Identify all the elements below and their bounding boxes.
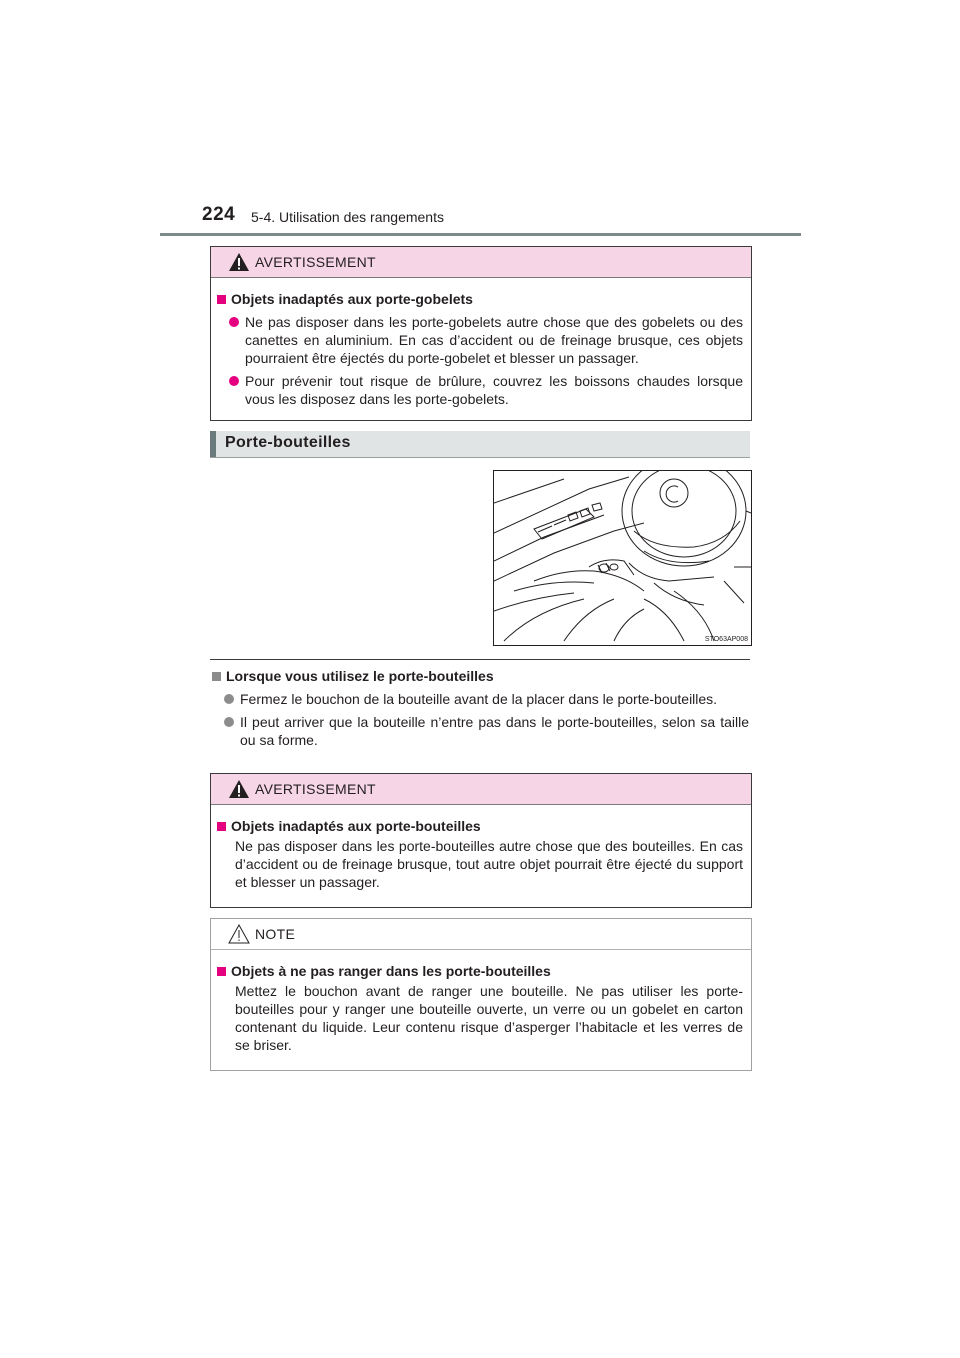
subheading-bottle-holders: Porte-bouteilles: [210, 431, 750, 458]
warning-box-bottle-holders: [210, 773, 752, 908]
note-box: [210, 918, 752, 1071]
subheading-bar: [210, 431, 216, 457]
section-title: 5-4. Utilisation des rangements: [251, 209, 444, 225]
note-header: [211, 919, 751, 950]
list-item: Ne pas disposer dans les porte-gobelets autre chose que des gobelets ou des canettes en aluminium. En cas d’accident ou de freinage brusque, ces objets pourraient être éjectés du porte-gobelet et blesser un passager.: [217, 313, 743, 367]
car-interior-drawing: [494, 471, 751, 645]
round-bullet-icon: [224, 717, 234, 727]
note-label: NOTE: [255, 926, 296, 942]
warning-label: AVERTISSEMENT: [255, 254, 376, 270]
square-bullet-icon: [217, 822, 226, 831]
round-bullet-icon: [229, 376, 239, 386]
round-bullet-icon: [229, 317, 239, 327]
info-title: Lorsque vous utilisez le porte-bouteilles: [212, 667, 749, 685]
warning-triangle-icon: [228, 779, 250, 799]
bottle-holder-illustration: [493, 470, 752, 646]
page-number: 224: [202, 204, 236, 225]
warning-triangle-icon: [228, 252, 250, 272]
square-bullet-icon: [212, 672, 221, 681]
warning-header: [211, 247, 751, 278]
note-text: Mettez le bouchon avant de ranger une bouteille. Ne pas utiliser les porte-bouteilles pour y ranger une bouteille ouverte, un verre ou un gobelet en carton contenant du liquide. Leur contenu risque d’asperger l’habitacle et les verres de se briser.: [235, 983, 743, 1053]
list-item: Pour prévenir tout risque de brûlure, couvrez les boissons chaudes lorsque vous les disposez dans les porte-gobelets.: [217, 372, 743, 408]
warning-title: Objets inadaptés aux porte-bouteilles: [217, 817, 743, 835]
round-bullet-icon: [224, 694, 234, 704]
warning-label: AVERTISSEMENT: [255, 781, 376, 797]
list-item: Fermez le bouchon de la bouteille avant de la placer dans le porte-bouteilles.: [212, 690, 749, 708]
square-bullet-icon: [217, 295, 226, 304]
warning-title: Objets inadaptés aux porte-gobelets: [217, 290, 743, 308]
divider: [210, 659, 750, 660]
warning-header: [211, 774, 751, 805]
caution-triangle-icon: [228, 924, 250, 944]
list-item: Il peut arriver que la bouteille n’entre pas dans le porte-bouteilles, selon sa taille ou sa forme.: [212, 713, 749, 749]
figure-code: STO63AP008: [704, 636, 748, 643]
bottle-holder-info: [212, 667, 749, 749]
header-rule: [160, 233, 801, 236]
note-title: Objets à ne pas ranger dans les porte-bouteilles: [217, 962, 743, 980]
warning-text: Ne pas disposer dans les porte-bouteilles autre chose que des bouteilles. En cas d’accident ou de freinage brusque, tout autre objet pourrait être éjecté du support et blesser un passager.: [235, 838, 743, 890]
warning-box-cup-holders: [210, 246, 752, 421]
square-bullet-icon: [217, 967, 226, 976]
